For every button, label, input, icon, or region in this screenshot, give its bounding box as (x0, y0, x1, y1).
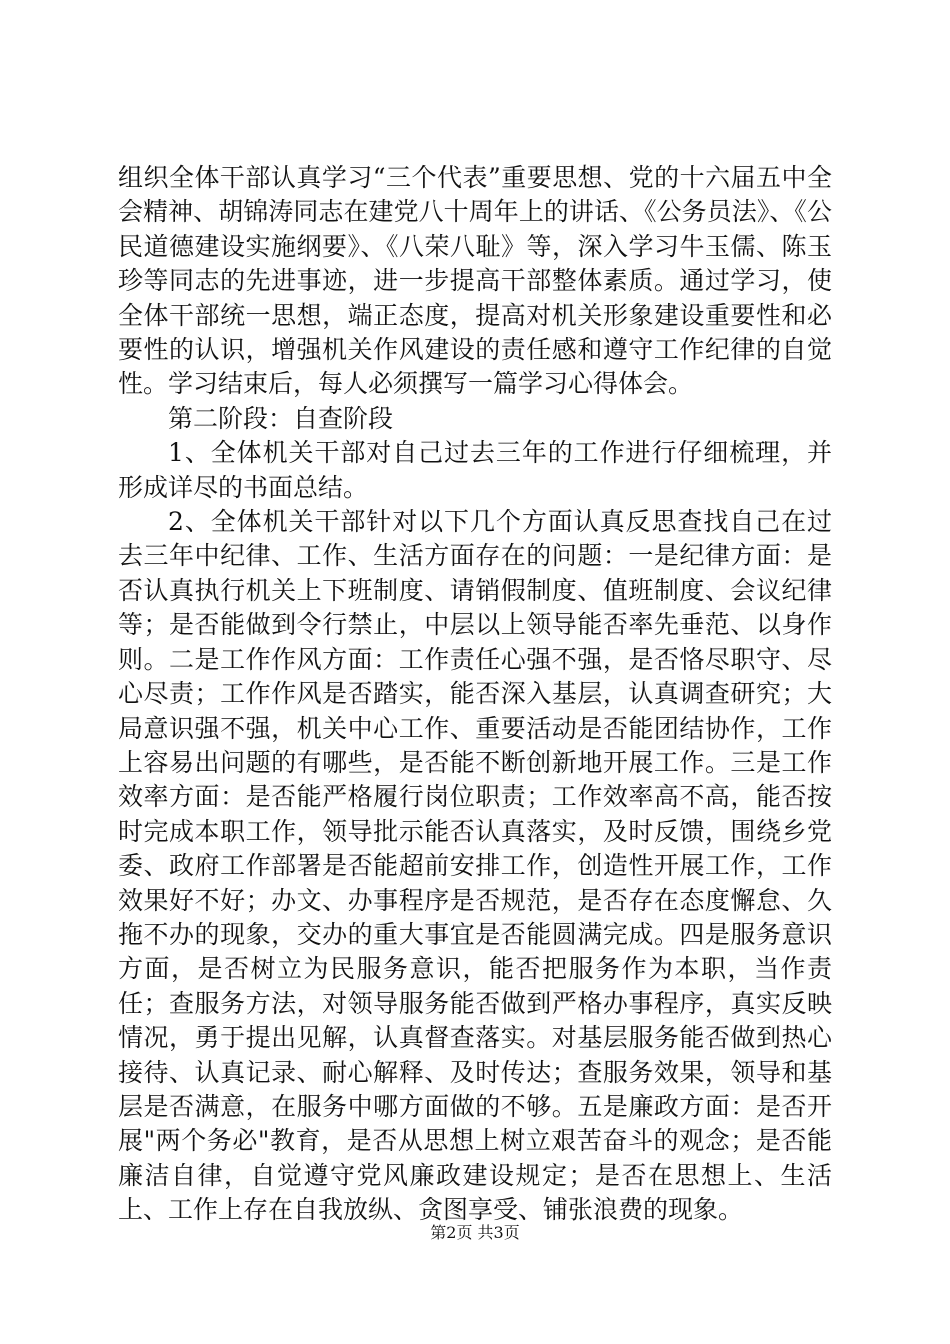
paragraph-item-2: 2、全体机关干部针对以下几个方面认真反思查找自己在过去三年中纪律、工作、生活方面存在的问题：一是纪律方面：是否认真执行机关上下班制度、请销假制度、值班制度、会议纪律等；是否能做到令行禁止，中层以上领导能否率先垂范、以身作则。二是工作作风方面：工作责任心强不强，是否恪尽职守、尽心尽责；工作作风是否踏实，能否深入基层，认真调查研究；大局意识强不强，机关中心工作、重要活动是否能团结协作，工作上容易出问题的有哪些，是否能不断创新地开展工作。三是工作效率方面：是否能严格履行岗位职责；工作效率高不高，能否按时完成本职工作，领导批示能否认真落实，及时反馈，围绕乡党委、政府工作部署是否能超前安排工作，创造性开展工作，工作效果好不好；办文、办事程序是否规范，是否存在态度懈怠、久拖不办的现象，交办的重大事宜是否能圆满完成。四是服务意识方面，是否树立为民服务意识，能否把服务作为本职，当作责任；查服务方法，对领导服务能否做到严格办事程序，真实反映情况，勇于提出见解，认真督查落实。对基层服务能否做到热心接待、认真记录、耐心解释、及时传达；查服务效果，领导和基层是否满意，在服务中哪方面做的不够。五是廉政方面：是否开展"两个务必"教育，是否从思想上树立艰苦奋斗的观念；是否能廉洁自律，自觉遵守党风廉政建设规定；是否在思想上、生活上、工作上存在自我放纵、贪图享受、铺张浪费的现象。 (118, 507, 832, 1225)
paragraph-study-content: 组织全体干部认真学习“三个代表”重要思想、党的十六届五中全会精神、胡锦涛同志在建党八十周年上的讲话、《公务员法》、《公民道德建设实施纲要》、《八荣八耻》等，深入学习牛玉儒、陈玉珍等同志的先进事迹，进一步提高干部整体素质。通过学习，使全体干部统一思想，端正态度，提高对机关形象建设重要性和必要性的认识，增强机关作风建设的责任感和遵守工作纪律的自觉性。学习结束后，每人必须撰写一篇学习心得体会。 (118, 163, 832, 399)
document-body (118, 161, 832, 1228)
section-heading-self-check: 第二阶段：自查阶段 (168, 403, 394, 433)
paragraph-item-1: 1、全体机关干部对自己过去三年的工作进行仔细梳理，并形成详尽的书面总结。 (118, 438, 832, 502)
page-number-footer: 第2页 共3页 (430, 1223, 520, 1242)
